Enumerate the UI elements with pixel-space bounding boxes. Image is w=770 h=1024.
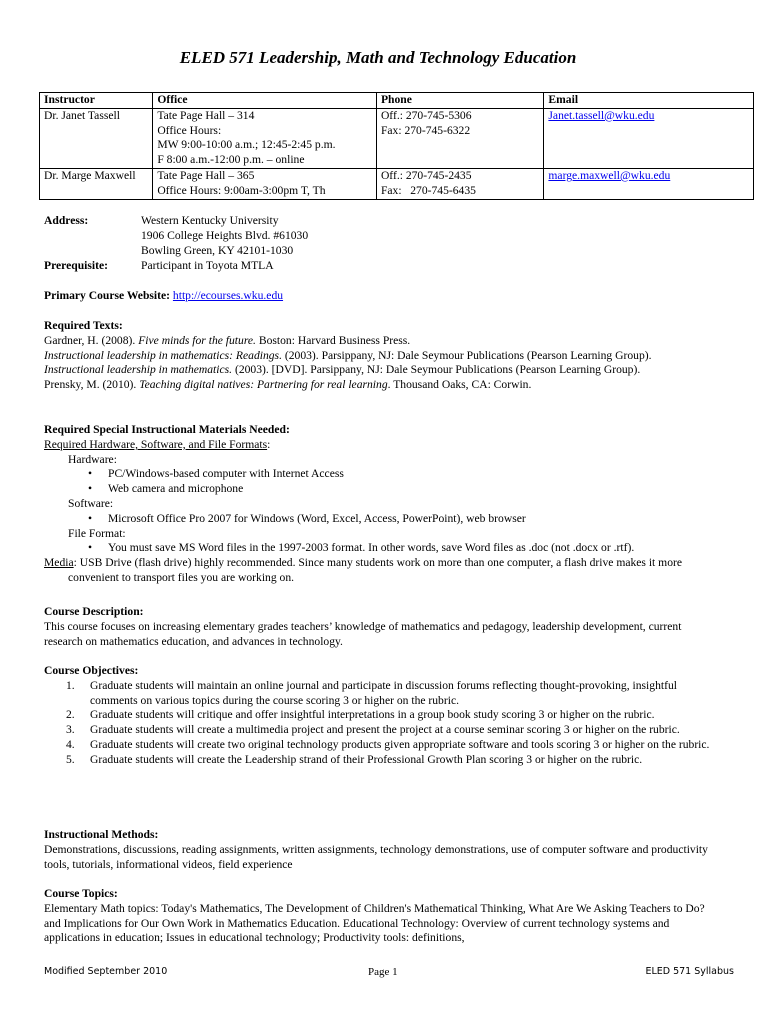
header-email: Email bbox=[544, 93, 754, 109]
materials-subheading: Required Hardware, Software, and File Formats: bbox=[44, 437, 271, 451]
hardware-list bbox=[44, 467, 714, 497]
office-line: Tate Page Hall – 365 bbox=[157, 168, 255, 182]
footer-modified: Modified September 2010 bbox=[44, 966, 168, 977]
phone-cell bbox=[376, 108, 543, 168]
objectives-section bbox=[44, 664, 714, 768]
footer-course: ELED 571 Syllabus bbox=[645, 966, 734, 977]
email-cell bbox=[544, 168, 754, 199]
topics-text: Elementary Math topics: Today's Mathematics, The Development of Children's Mathematical Thinking, What Are We Asking Teachers to Do? and Implications for Our Own Work in Mathematics Education. Educational Technology: Overview of current technology systems and applications in education; Issues in educational technology; Productivity tools: definitions, bbox=[44, 901, 705, 945]
citation: Prensky, M. (2010). Teaching digital natives: Partnering for real learning. Thousand Oaks, CA: Corwin. bbox=[44, 378, 532, 392]
office-line: Tate Page Hall – 314 bbox=[157, 108, 255, 122]
list-item: • PC/Windows-based computer with Internet Access bbox=[44, 467, 714, 482]
office-line: Office Hours: 9:00am-3:00pm T, Th bbox=[157, 183, 326, 197]
list-item: • Microsoft Office Pro 2007 for Windows (Word, Excel, Access, PowerPoint), web browser bbox=[44, 512, 714, 527]
hardware-label: Hardware: bbox=[68, 452, 117, 466]
phone-cell bbox=[376, 168, 543, 199]
office-line: Office Hours: bbox=[157, 123, 222, 137]
header-phone: Phone bbox=[376, 93, 543, 109]
office-cell bbox=[153, 108, 377, 168]
section-heading: Course Objectives: bbox=[44, 664, 139, 677]
document-title: ELED 571 Leadership, Math and Technology Education bbox=[179, 48, 577, 67]
email-link[interactable]: marge.maxwell@wku.edu bbox=[548, 168, 671, 182]
instructor-name: Dr. Janet Tassell bbox=[40, 108, 153, 168]
list-item: 3. Graduate students will create a multimedia project and present the project at a course seminar scoring 3 or higher on the rubric. bbox=[66, 723, 680, 737]
list-item: 5. Graduate students will create the Leadership strand of their Professional Growth Plan scoring 3 or higher on the rubric. bbox=[66, 752, 643, 766]
media-note: Media: USB Drive (flash drive) highly recommended. Since many students work on more than one computer, a flash drive makes it more convenient to transport files you are working on. bbox=[44, 556, 683, 584]
instructor-name: Dr. Marge Maxwell bbox=[40, 168, 153, 199]
section-heading: Required Special Instructional Materials Needed: bbox=[44, 423, 290, 436]
methods-text: Demonstrations, discussions, reading assignments, written assignments, technology demonstrations, use of computer software and productivity tools, tutorials, informational videos, field experience bbox=[44, 842, 708, 871]
phone-line: Off.: 270-745-5306 bbox=[380, 108, 472, 122]
phone-line: Fax: 270-745-6322 bbox=[380, 123, 471, 137]
footer-page-number: Page 1 bbox=[368, 966, 398, 978]
email-cell bbox=[544, 108, 754, 168]
methods-section bbox=[44, 828, 714, 872]
phone-line: Off.: 270-745-2435 bbox=[380, 168, 472, 182]
fileformat-label: File Format: bbox=[68, 526, 126, 540]
table-header-row bbox=[40, 93, 754, 109]
section-heading: Instructional Methods: bbox=[44, 828, 159, 841]
software-list bbox=[44, 512, 714, 527]
section-heading: Required Texts: bbox=[44, 319, 123, 332]
office-cell bbox=[153, 168, 377, 199]
header-instructor: Instructor bbox=[40, 93, 153, 109]
citation: Instructional leadership in mathematics. (2003). [DVD]. Parsippany, NJ: Dale Seymour Publications (Pearson Learning Group). bbox=[44, 363, 641, 377]
citation: Instructional leadership in mathematics: Readings. (2003). Parsippany, NJ: Dale Seymour Publications (Pearson Learning Group). bbox=[44, 348, 652, 362]
phone-line: Fax: 270-745-6435 bbox=[380, 183, 476, 197]
section-heading: Course Description: bbox=[44, 605, 144, 618]
list-item: 1. Graduate students will maintain an online journal and participate in discussion forums reflecting thought-provoking, insightful comments on various topics during the course scoring 3 or higher on the rubric. bbox=[66, 678, 677, 707]
website-line bbox=[44, 289, 714, 304]
materials-section bbox=[44, 423, 714, 586]
prerequisite-value: Participant in Toyota MTLA bbox=[141, 259, 274, 272]
address-label: Address: bbox=[44, 214, 89, 227]
topics-section bbox=[44, 887, 714, 946]
address-line: Bowling Green, KY 42101-1030 bbox=[141, 244, 294, 257]
description-section bbox=[44, 605, 714, 649]
list-item: • You must save MS Word files in the 1997-2003 format. In other words, save Word files as .doc (not .docx or .rtf). bbox=[44, 541, 714, 556]
citation: Gardner, H. (2008). Five minds for the future. Boston: Harvard Business Press. bbox=[44, 333, 411, 347]
office-line: MW 9:00-10:00 a.m.; 12:45-2:45 p.m. bbox=[157, 138, 336, 152]
software-label: Software: bbox=[68, 496, 114, 510]
required-texts-section bbox=[44, 319, 714, 393]
instructor-table bbox=[39, 92, 754, 200]
address-line: 1906 College Heights Blvd. #61030 bbox=[141, 229, 309, 242]
description-text: This course focuses on increasing elementary grades teachers’ knowledge of mathematics and pedagogy, leadership development, current research on mathematics education, and advances in technology. bbox=[44, 619, 682, 648]
table-row bbox=[40, 168, 754, 199]
list-item: 4. Graduate students will create two original technology products given appropriate software and tools scoring 3 or higher on the rubric. bbox=[66, 737, 710, 751]
office-line: F 8:00 a.m.-12:00 p.m. – online bbox=[157, 153, 305, 167]
address-line: Western Kentucky University bbox=[141, 214, 279, 227]
email-link[interactable]: Janet.tassell@wku.edu bbox=[548, 108, 655, 122]
table-row bbox=[40, 108, 754, 168]
website-label: Primary Course Website: bbox=[44, 289, 171, 302]
header-office: Office bbox=[153, 93, 377, 109]
fileformat-list bbox=[44, 541, 714, 556]
section-heading: Course Topics: bbox=[44, 887, 118, 900]
list-item: • Web camera and microphone bbox=[44, 482, 714, 497]
prerequisite-label: Prerequisite: bbox=[44, 259, 108, 272]
list-item: 2. Graduate students will critique and offer insightful interpretations in a group book study scoring 3 or higher on the rubric. bbox=[66, 708, 655, 722]
website-link[interactable]: http://ecourses.wku.edu bbox=[172, 289, 284, 302]
objectives-list bbox=[44, 679, 714, 768]
